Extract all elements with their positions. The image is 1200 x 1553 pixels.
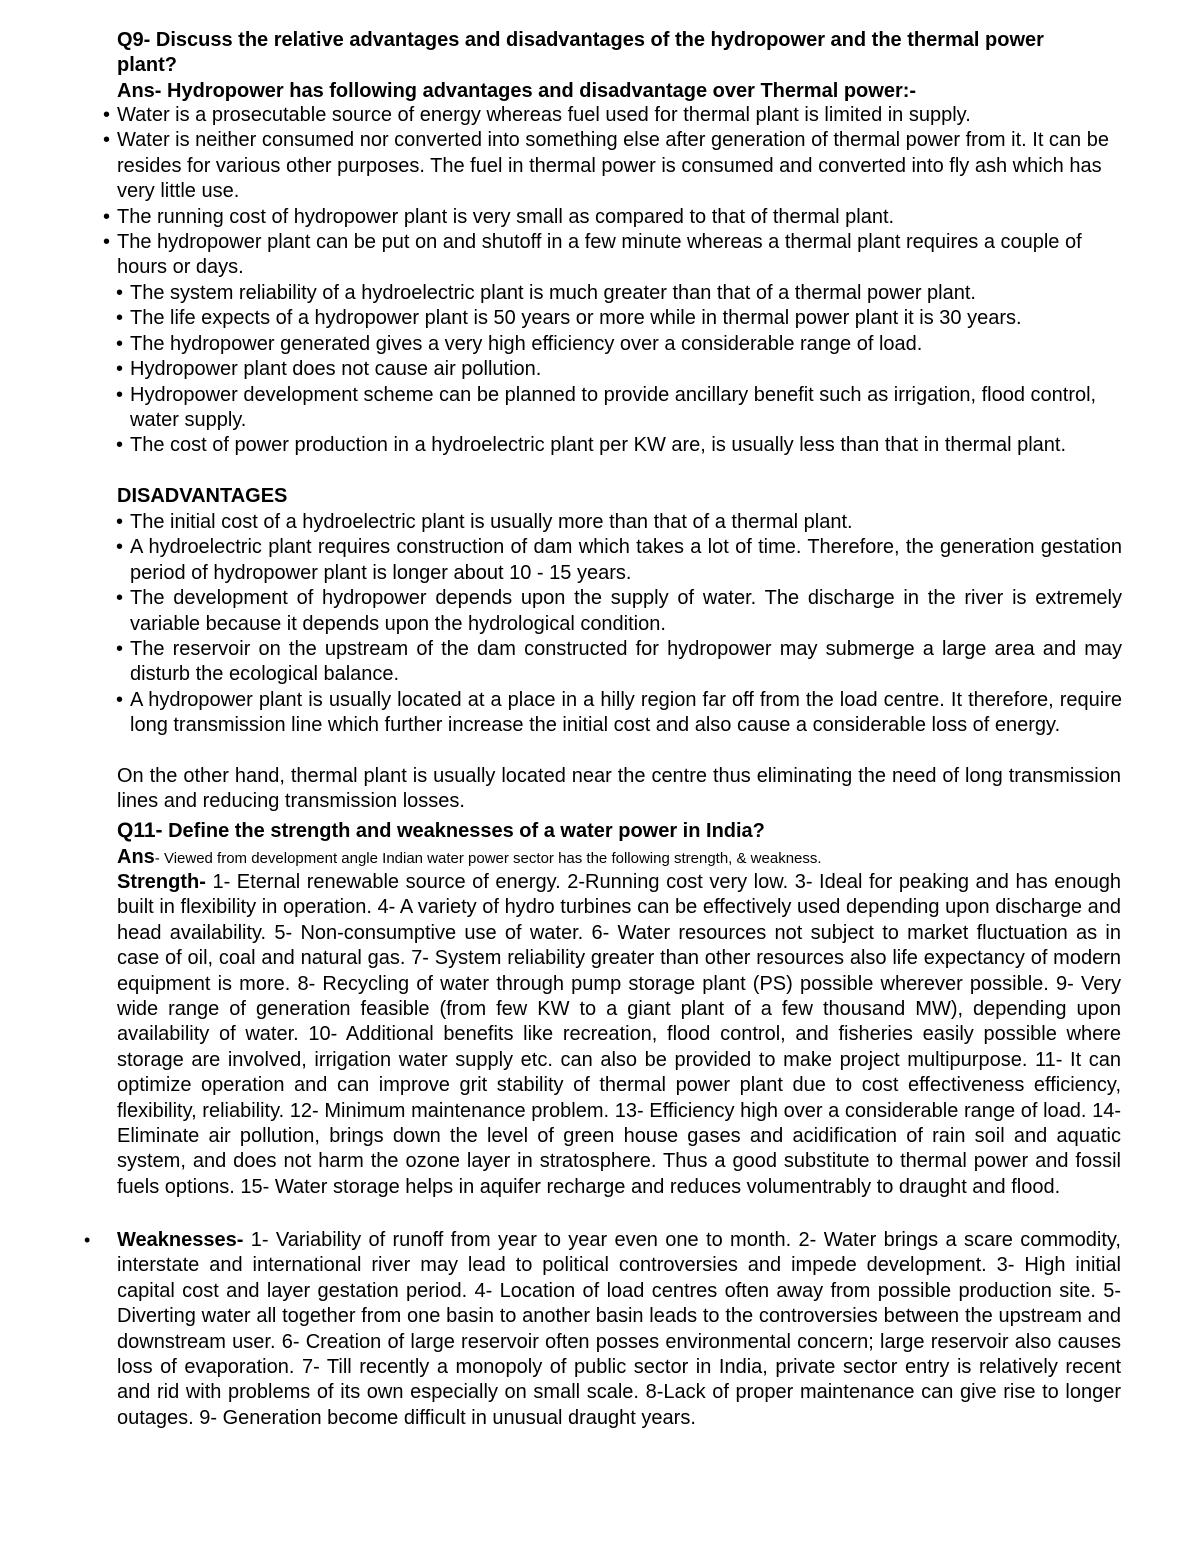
list-item-text: Water is neither consumed nor converted into something else after generation of thermal power from it. It can be resides for various other purposes. The fuel in thermal power is consumed and converted into fly ash which has very little use. [117, 129, 1109, 203]
bullet-icon: • [116, 587, 124, 610]
list-item [103, 128, 1123, 204]
list-item-text: The system reliability of a hydroelectric plant is much greater than that of a thermal power plant. [130, 282, 976, 304]
list-item [116, 637, 1122, 688]
advantages-list-part1 [103, 103, 1123, 281]
disadvantages-list [116, 510, 1122, 739]
disadvantages-heading: DISADVANTAGES [117, 485, 288, 507]
bullet-icon: • [116, 688, 124, 711]
list-item [103, 205, 1123, 230]
weakness-paragraph [117, 1228, 1121, 1431]
bullet-icon: • [116, 511, 124, 533]
bullet-icon: • [116, 282, 124, 304]
list-item [116, 586, 1122, 637]
list-item [116, 281, 1136, 306]
list-item [116, 357, 1136, 382]
bullet-icon: • [116, 332, 124, 355]
list-item-text: The reservoir on the upstream of the dam constructed for hydropower may submerge a large area and may disturb the ecological balance. [130, 638, 1122, 686]
bullet-icon: • [116, 358, 124, 381]
bullet-icon: • [116, 638, 124, 661]
bullet-icon: • [116, 307, 124, 330]
q11-answer-text: - Viewed from development angle Indian water power sector has the following strength, & weakness. [154, 850, 822, 867]
bullet-icon: • [103, 104, 111, 126]
bullet-icon: • [116, 434, 124, 457]
bullet-icon: • [116, 536, 124, 559]
weakness-text: 1- Variability of runoff from year to year even one to month. 2- Water brings a scare commodity, interstate and international river may lead to political controversies and impede development. 3- High initial capital cost and layer gestation period. 4- Location of load centres often away from possible production site. 5- Diverting water all together from one basin to another basin leads to the controversies between the upstream and downstream user. 6- Creation of large reservoir often posses environmental concern; large reservoir also causes loss of evaporation. 7- Till recently a monopoly of public sector in India, private sector entry is relatively recent and rid with problems of its own especially on small scale. 8-Lack of proper maintenance can give rise to longer outages. 9- Generation become difficult in unusual draught years. [117, 1229, 1121, 1429]
list-item-text: The initial cost of a hydroelectric plant is usually more than that of a thermal plant. [130, 511, 853, 533]
list-item [116, 306, 1136, 331]
q9-answer-intro: Ans- Hydropower has following advantages and disadvantage over Thermal power:- [117, 80, 917, 102]
list-item-text: The cost of power production in a hydroelectric plant per KW are, is usually less than that in thermal plant. [130, 434, 1067, 457]
q11-question: Define the strength and weaknesses of a water power in India? [162, 820, 765, 842]
bullet-icon: • [116, 383, 124, 406]
bullet-icon: • [103, 205, 111, 228]
q11-answer-intro [117, 845, 822, 871]
q11-number: Q11- [117, 819, 163, 842]
q11-title [117, 818, 765, 844]
q9-title: Q9- Discuss the relative advantages and disadvantages of the hydropower and the thermal power plant? [117, 29, 1044, 77]
weakness-label: Weaknesses- [117, 1229, 244, 1251]
list-item-text: Hydropower development scheme can be planned to provide ancillary benefit such as irrigation, flood control, water supply. [130, 383, 1097, 432]
list-item [116, 688, 1122, 739]
list-item-text: The running cost of hydropower plant is very small as compared to that of thermal plant. [117, 205, 895, 228]
list-item [116, 332, 1136, 357]
weakness-bullet-icon: • [84, 1230, 91, 1250]
list-item-text: The hydropower plant can be put on and shutoff in a few minute whereas a thermal plant requires a couple of hours or days. [117, 231, 1082, 279]
q11-answer-label: Ans [117, 846, 155, 868]
list-item-text: Water is a prosecutable source of energy whereas fuel used for thermal plant is limited in supply. [117, 104, 971, 126]
list-item-text: The development of hydropower depends upon the supply of water. The discharge in the river is extremely variable because it depends upon the hydrological condition. [130, 587, 1122, 635]
list-item-text: The hydropower generated gives a very high efficiency over a considerable range of load. [130, 332, 923, 355]
strength-label: Strength- [117, 871, 206, 893]
strength-paragraph [117, 870, 1121, 1200]
bullet-icon: • [103, 231, 111, 254]
list-item [116, 383, 1136, 434]
closing-paragraph: On the other hand, thermal plant is usually located near the centre thus eliminating the need of long transmission lines and reducing transmission losses. [117, 765, 1121, 813]
list-item [116, 510, 1122, 535]
list-item-text: A hydroelectric plant requires construction of dam which takes a lot of time. Therefore, the generation gestation period of hydropower plant is longer about 10 - 15 years. [130, 536, 1122, 584]
list-item [103, 230, 1123, 281]
list-item [116, 433, 1136, 458]
list-item-text: The life expects of a hydropower plant is 50 years or more while in thermal power plant it is 30 years. [130, 307, 1022, 330]
list-item-text: A hydropower plant is usually located at a place in a hilly region far off from the load centre. It therefore, require long transmission line which further increase the initial cost and also cause a considerable loss of energy. [130, 688, 1122, 737]
list-item-text: Hydropower plant does not cause air pollution. [130, 358, 542, 381]
list-item [116, 535, 1122, 586]
advantages-list-part2 [116, 281, 1136, 459]
list-item [103, 103, 1123, 128]
strength-text: 1- Eternal renewable source of energy. 2-Running cost very low. 3- Ideal for peaking and has enough built in flexibility in operation. 4- A variety of hydro turbines can be effectively used depending upon discharge and head availability. 5- Non-consumptive use of water. 6- Water resources not subject to market fluctuation as in case of oil, coal and natural gas. 7- System reliability greater than other resources also life expectancy of modern equipment is more. 8- Recycling of water through pump storage plant (PS) possible wherever possible. 9- Very wide range of generation feasible (from few KW to a giant plant of a few thousand MW), depending upon availability of water. 10- Additional benefits like recreation, flood control, and fisheries easily possible where storage are involved, irrigation water supply etc. can also be provided to make project multipurpose. 11- It can optimize operation and can improve grit stability of thermal power plant due to cost effectiveness efficiency, flexibility, reliability. 12- Minimum maintenance problem. 13- Efficiency high over a considerable range of load. 14- Eliminate air pollution, brings down the level of green house gases and acidification of rain soil and aquatic system, and does not harm the ozone layer in stratosphere. Thus a good substitute to thermal power and fossil fuels options. 15- Water storage helps in aquifer recharge and reduces volumentrably to draught and flood. [117, 871, 1121, 1198]
bullet-icon: • [103, 129, 111, 152]
